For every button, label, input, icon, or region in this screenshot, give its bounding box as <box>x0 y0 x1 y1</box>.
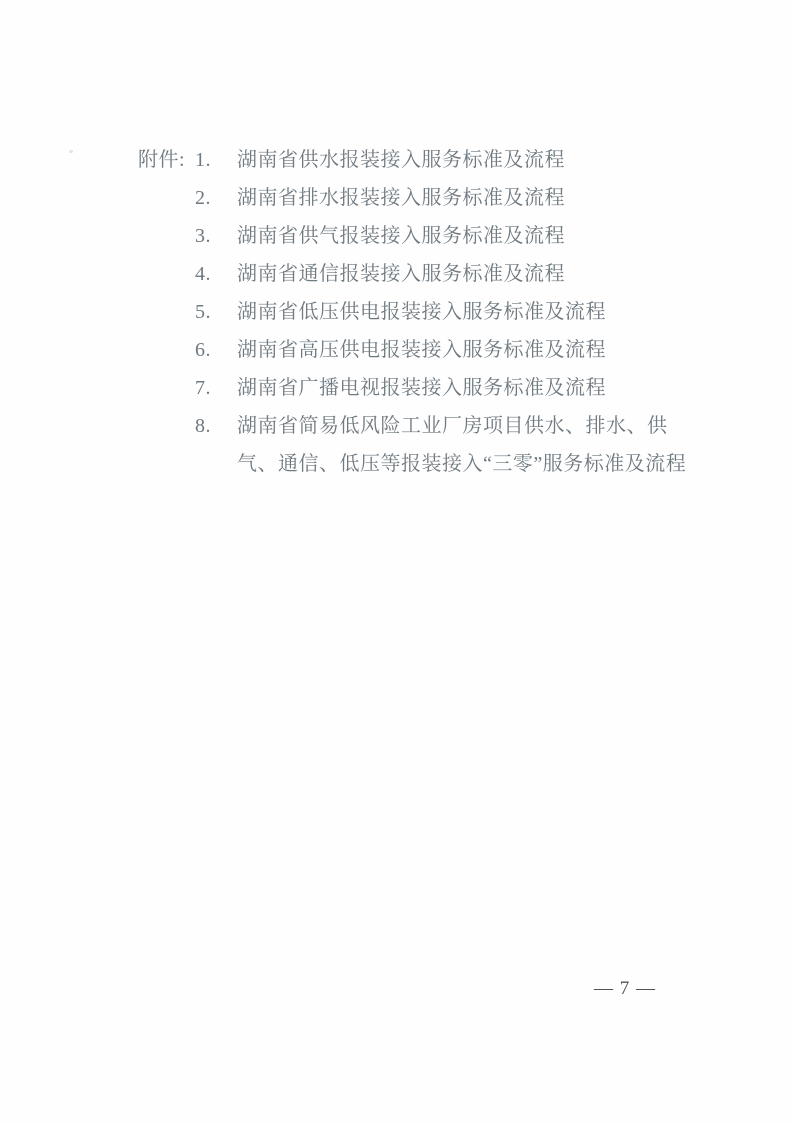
item-text-line: 湖南省简易低风险工业厂房项目供水、排水、供 <box>237 415 668 437</box>
item-number: 2. <box>195 187 211 209</box>
page-number: — 7 — <box>594 978 656 999</box>
item-number: 7. <box>195 377 211 399</box>
item-text-line: 湖南省高压供电报装接入服务标准及流程 <box>237 339 606 361</box>
item-text-line: 湖南省排水报装接入服务标准及流程 <box>237 187 565 209</box>
item-number: 1. <box>195 149 211 171</box>
item-text-line: 湖南省供气报装接入服务标准及流程 <box>237 225 565 247</box>
attachment-item <box>138 141 686 179</box>
attachment-item <box>138 255 686 293</box>
item-text <box>237 331 686 369</box>
attachment-item <box>138 331 686 369</box>
item-text-line: 气、通信、低压等报装接入“三零”服务标准及流程 <box>237 453 687 475</box>
item-text-line: 湖南省低压供电报装接入服务标准及流程 <box>237 301 606 323</box>
item-text <box>237 217 686 255</box>
item-text-line: 湖南省供水报装接入服务标准及流程 <box>237 149 565 171</box>
item-text-line: 湖南省广播电视报装接入服务标准及流程 <box>237 377 606 399</box>
attachment-list <box>138 141 686 483</box>
item-text <box>237 407 686 483</box>
attachment-item <box>138 369 686 407</box>
item-text <box>237 255 686 293</box>
attachment-item <box>138 407 686 483</box>
scan-speck <box>69 150 73 153</box>
item-number: 6. <box>195 339 211 361</box>
attachment-item <box>138 217 686 255</box>
item-text <box>237 141 686 179</box>
item-number: 8. <box>195 415 211 437</box>
item-text <box>237 369 686 407</box>
item-number: 5. <box>195 301 211 323</box>
item-text-line: 湖南省通信报装接入服务标准及流程 <box>237 263 565 285</box>
item-text <box>237 179 686 217</box>
item-text <box>237 293 686 331</box>
item-number: 4. <box>195 263 211 285</box>
attachment-label: 附件: <box>138 149 186 171</box>
item-number: 3. <box>195 225 211 247</box>
attachment-item <box>138 179 686 217</box>
attachment-item <box>138 293 686 331</box>
